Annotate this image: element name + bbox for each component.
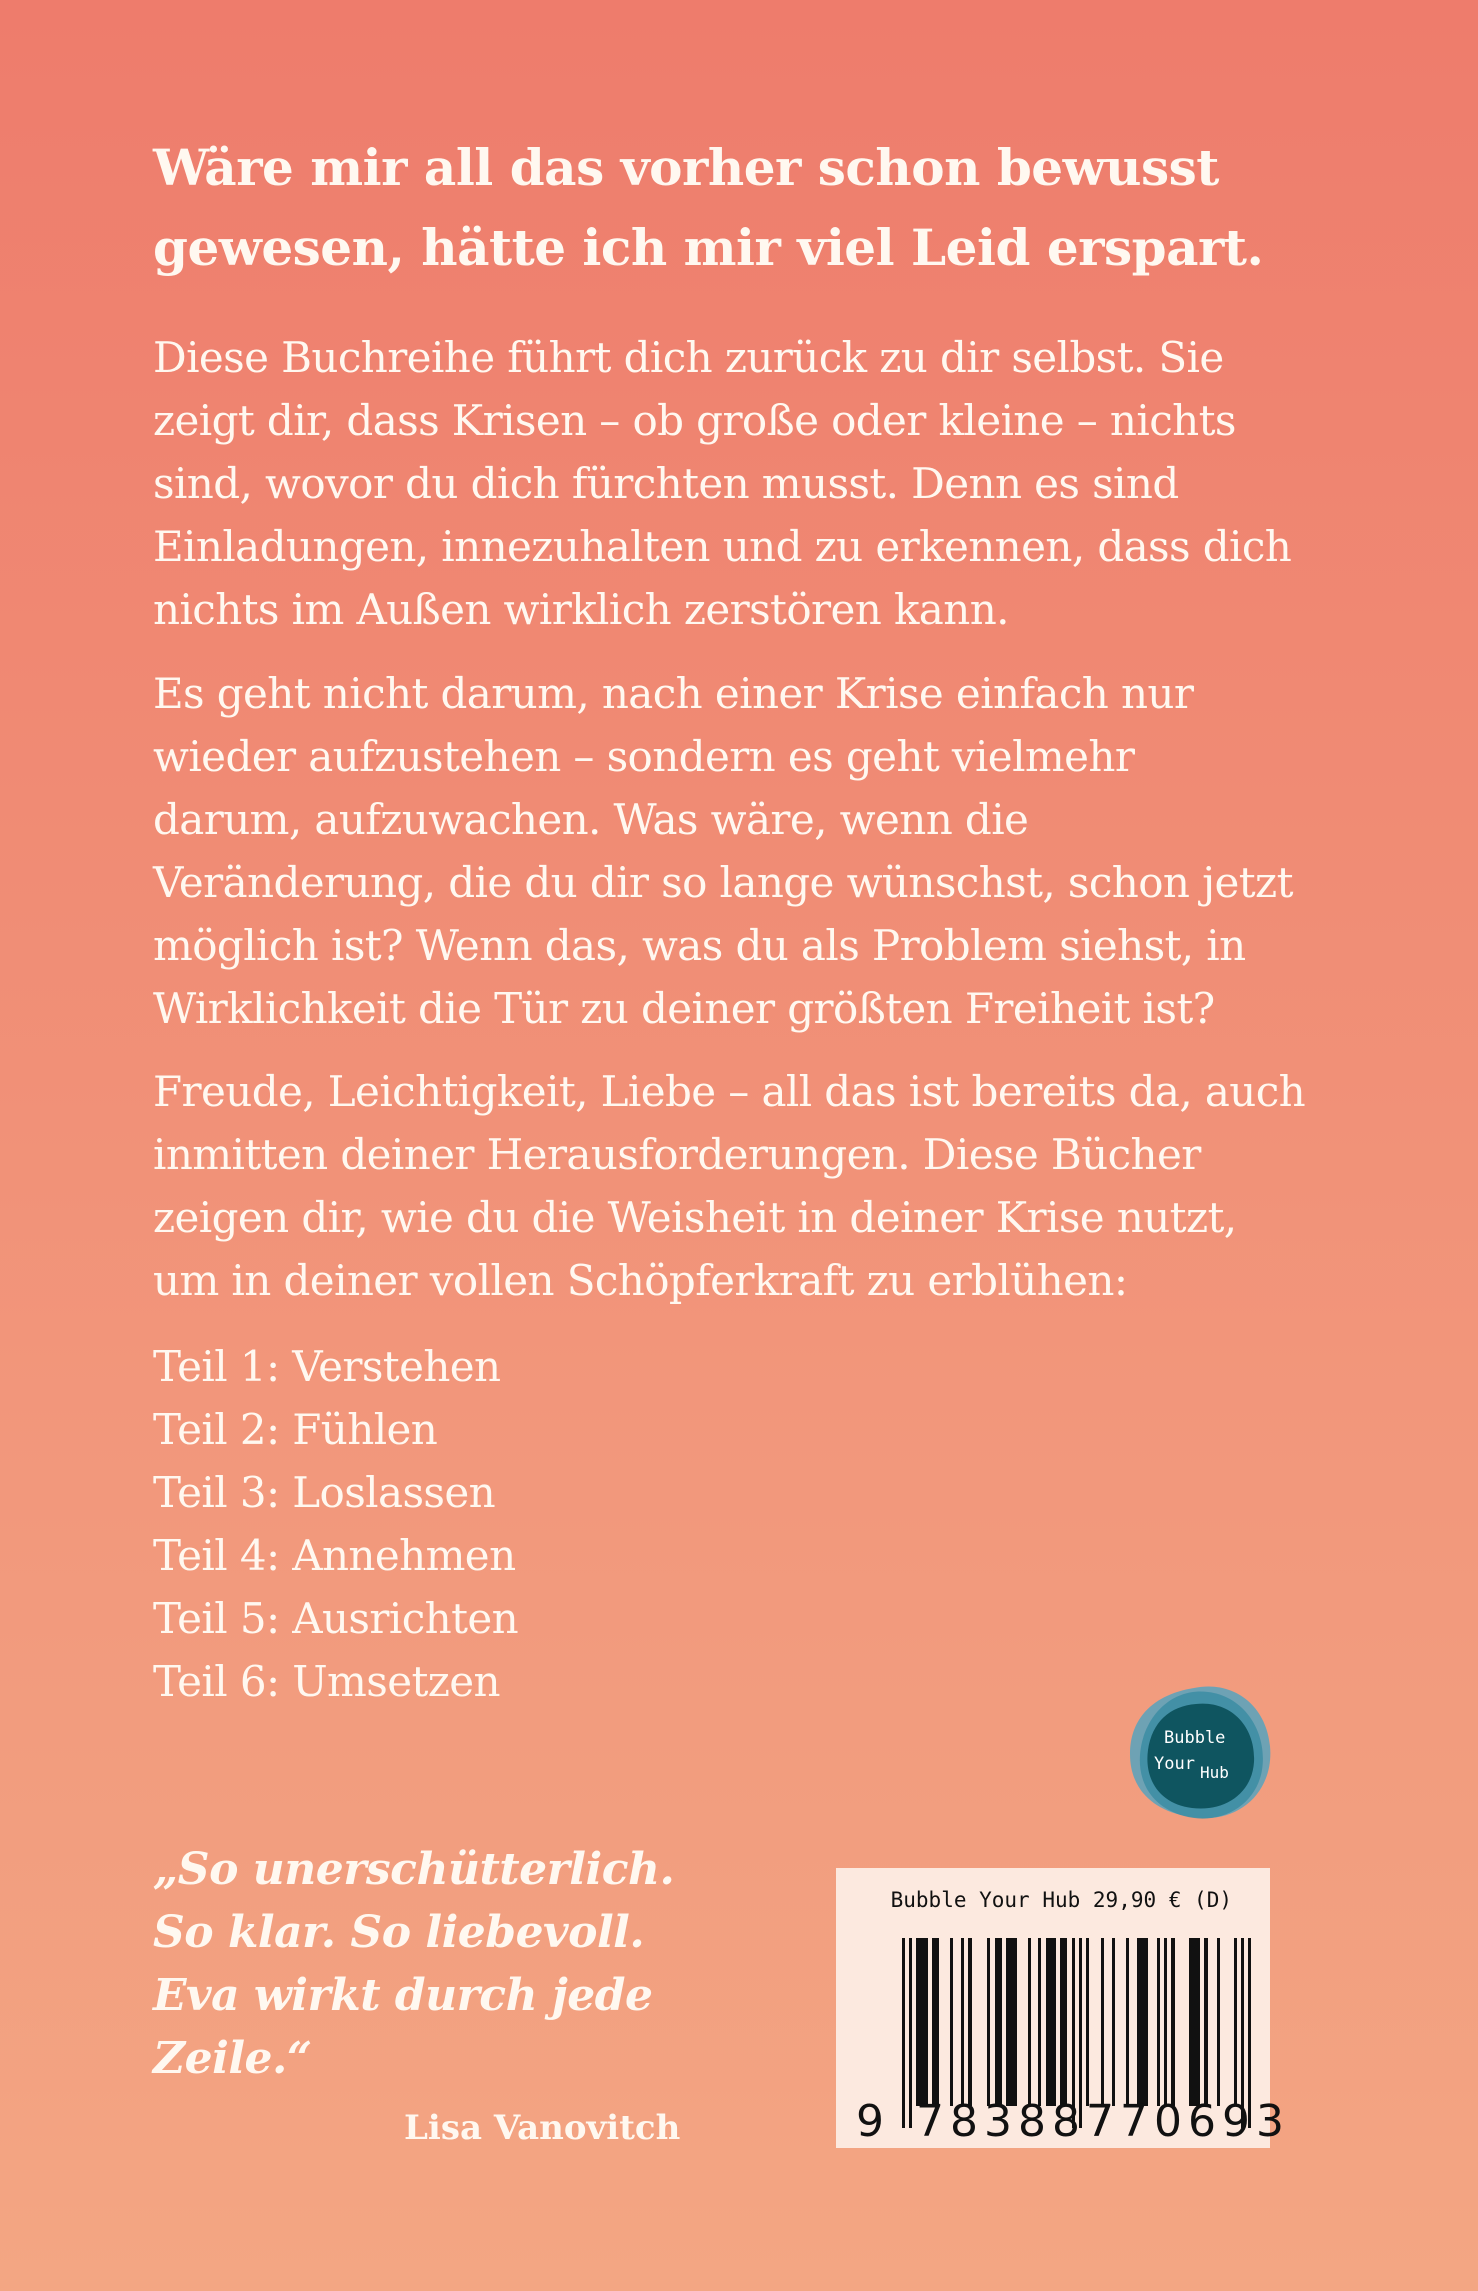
quote-line: So klar. So liebevoll. (153, 1907, 645, 1958)
text-line: zeigen dir, wie du die Weisheit in deiner Krise nutzt, (153, 1193, 1237, 1242)
quote-line: „So unerschütterlich. (153, 1844, 675, 1895)
text-line: um in deiner vollen Schöpferkraft zu erblühen: (153, 1256, 1128, 1305)
series-item: Teil 4: Annehmen (153, 1531, 516, 1580)
quote-line: Zeile.“ (153, 2033, 312, 2084)
text-line: wieder aufzustehen – sondern es geht vielmehr (153, 732, 1135, 781)
headline (153, 128, 1263, 288)
text-line: Veränderung, die du dir so lange wünschst, schon jetzt (153, 858, 1293, 907)
text-line: Einladungen, innezuhalten und zu erkennen, dass dich (153, 522, 1292, 571)
text-line: darum, aufzuwachen. Was wäre, wenn die (153, 795, 1029, 844)
series-item: Teil 5: Ausrichten (153, 1594, 519, 1643)
text-line: möglich ist? Wenn das, was du als Problem siehst, in (153, 921, 1246, 970)
isbn-lead-digit: 9 (856, 2096, 884, 2147)
quote-line: Eva wirkt durch jede (153, 1970, 653, 2021)
headline-line: gewesen, hätte ich mir viel Leid erspart. (153, 218, 1264, 277)
paragraph-intro (153, 326, 1291, 641)
logo-word: Your (1154, 1754, 1195, 1774)
logo-text (1124, 1676, 1274, 1826)
text-line: nichts im Außen wirklich zerstören kann. (153, 585, 1009, 634)
testimonial-quote (153, 1838, 674, 2090)
paragraph-joy (153, 1060, 1305, 1312)
paragraph-awakening (153, 662, 1293, 1040)
headline-line: Wäre mir all das vorher schon bewusst (153, 138, 1219, 197)
text-line: Wirklichkeit die Tür zu deiner größten Freiheit ist? (153, 984, 1215, 1033)
series-list (153, 1335, 518, 1713)
text-line: Diese Buchreihe führt dich zurück zu dir selbst. Sie (153, 333, 1224, 382)
quote-author: Lisa Vanovitch (404, 2108, 681, 2148)
isbn-barcode (836, 1868, 1290, 2148)
series-item: Teil 1: Verstehen (153, 1342, 501, 1391)
text-line: Freude, Leichtigkeit, Liebe – all das ist bereits da, auch (153, 1067, 1306, 1116)
series-item: Teil 6: Umsetzen (153, 1657, 500, 1706)
publisher-logo (1124, 1676, 1274, 1826)
text-line: Es geht nicht darum, nach einer Krise einfach nur (153, 669, 1194, 718)
text-line: zeigt dir, dass Krisen – ob große oder kleine – nichts (153, 396, 1236, 445)
text-line: sind, wovor du dich fürchten musst. Denn es sind (153, 459, 1179, 508)
logo-word: Hub (1200, 1763, 1229, 1782)
text-line: inmitten deiner Herausforderungen. Diese Bücher (153, 1130, 1201, 1179)
isbn-group-1: 783887 (916, 2096, 1120, 2147)
price-label: Bubble Your Hub 29,90 € (D) (890, 1888, 1232, 1912)
series-item: Teil 3: Loslassen (153, 1468, 496, 1517)
isbn-group-2: 770693 (1086, 2096, 1290, 2147)
series-item: Teil 2: Fühlen (153, 1405, 438, 1454)
logo-word: Bubble (1164, 1728, 1226, 1748)
